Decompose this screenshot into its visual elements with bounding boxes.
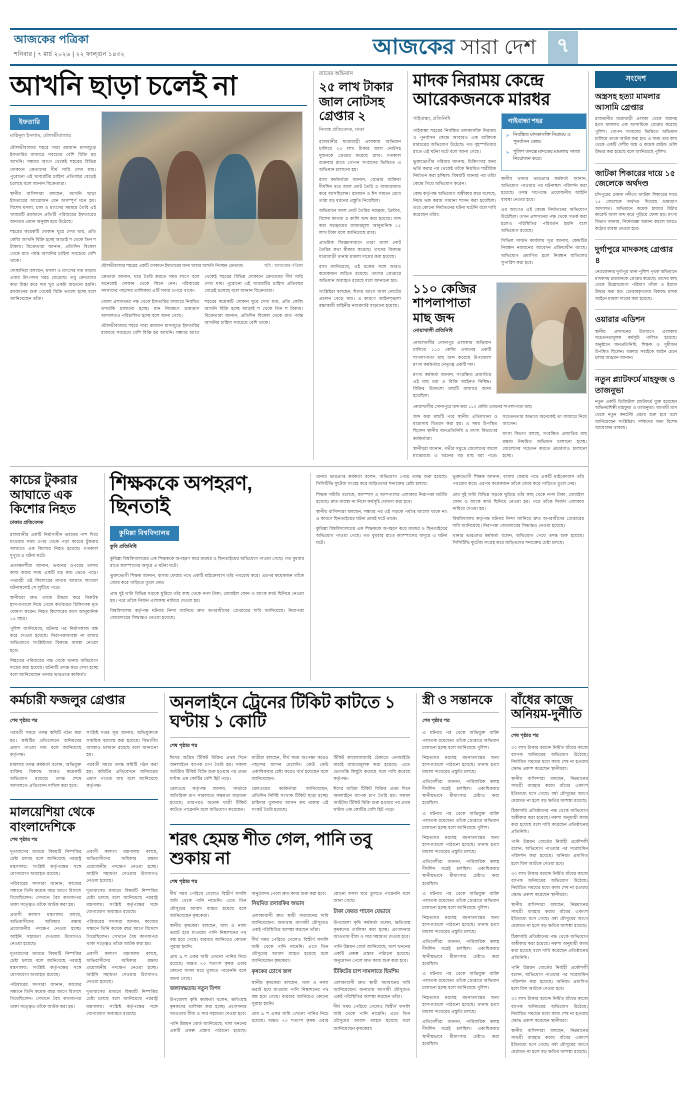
sidebar-item-body: রাজধানীর যাত্রাবাড়ী এলাকা থেকে অস্ত্রসহ হত্যা মামলার এক আসামিকে গ্রেপ্তার করেছে পুলিশ। গোপন সংবাদের ভিত্তিতে অভিযান চালিয়ে তাকে আটক করা হয়। এ সময় তার কাছ থেকে একটি দেশীয় অস্ত্র ও কয়েক রাউন্ড গুলি উদ্ধার করা হয়েছে বলে জানিয়েছে পুলিশ।	[595, 115, 677, 155]
paragraph: সিভিল সার্জন কার্যালয় সূত্র জানায়, কেন্দ্রটির নিবন্ধন নবায়নের আবেদন প্রক্রিয়াধীন আছে। অভিযোগ প্রমাণিত হলে নিবন্ধন বাতিলের সুপারিশ করা হবে।	[501, 238, 587, 265]
divider	[170, 873, 410, 874]
photo-figures	[497, 283, 586, 393]
paragraph: প্রবাসী কল্যাণ মন্ত্রণালয় বলছে, অভিবাসীদের অধিকার রক্ষায় প্রয়োজনীয় পদক্ষেপ নেওয়া হচ্ছে। আইনি সহায়তা দেওয়ার উদ্যোগও নেওয়া হয়েছে।	[86, 950, 158, 985]
water-subhead-2: নিয়মিত তদারকির অভাব	[251, 901, 305, 908]
caption-text: মৌলভীবাজার শহরের একটি দোকানে ইফতারের জন্য খাবার আখনি নিচ্ছেন ক্রেতারা।	[101, 263, 244, 269]
divider	[595, 239, 677, 240]
paragraph: শিক্ষক সমিতি বলেছে, ক্যাম্পাস ও আশপাশের এলাকায় নিরাপত্তা ঘাটতি রয়েছে। দ্রুত ব্যবস্থা না নিলে কর্মসূচি ঘোষণা করা হবে।	[316, 491, 448, 504]
paragraph: দীর্ঘ সময় পেরিয়ে গেলেও বিস্তীর্ণ ফসলি জমি থেকে পানি নামেনি। এতে তিন মৌসুমের আবাদ ব্যাহত হয়েছে বলে জানিয়েছেন কৃষকেরা।	[169, 891, 247, 918]
paragraph: নিহতদের মরদেহ ময়নাতদন্তের জন্য হাসপাতালে পাঠানো হয়েছে। থানায় হত্যা মামলা দায়েরের প্রস্তুতি চলছে।	[422, 914, 500, 935]
bottom-body-3	[422, 729, 499, 1046]
paragraph: শহরের কয়েকটি দোকান ঘুরে দেখা যায়, প্রতি কেজি আখনি বিক্রি হচ্ছে আড়াই শ থেকে তিন শ টাকায়। বিক্রেতারা জানান, প্রতিদিন বিকেল থেকে রাত পর্যন্ত আখনির চাহিদা সবচেয়ে বেশি থাকে।	[204, 298, 303, 325]
paragraph: পানি উন্নয়ন বোর্ডের নির্বাহী প্রকৌশলী বলেন, অভিযোগ পাওয়ার পর সরেজমিন পরিদর্শন করা হয়েছে। অনিয়ম প্রমাণিত হলে বিল আটকে দেওয়া হবে।	[511, 965, 588, 992]
paragraph: নিহতদের মরদেহ ময়নাতদন্তের জন্য হাসপাতালে পাঠানো হয়েছে। থানায় হত্যা মামলা দায়েরের প্রস্তুতি চলছে।	[422, 834, 500, 855]
paragraph: থানার ভারপ্রাপ্ত কর্মকর্তা বলেন, অভিযোগ পেয়ে তদন্ত শুরু হয়েছে। সিসিটিভি ফুটেজ সংগ্রহ করে জড়িতদের শনাক্তের চেষ্টা চলছে।	[452, 533, 584, 546]
bottom-headline-3: স্ত্রী ও সন্তানকে	[422, 692, 493, 707]
water-subhead-3: কৃষকের চোখে জল	[251, 968, 292, 975]
sidebar-item-1[interactable]	[595, 169, 677, 233]
paragraph: ঈদের অগ্রিম টিকিট বিক্রির প্রথম দিনে অনলাইনে ব্যাপক চাপ তৈরি হয়। সকাল আটটায় টিকিট বিক্রি শুরু হওয়ার পর প্রথম ঘণ্টায় এক কোটির বেশি হিট পড়ে।	[169, 754, 247, 782]
lead-byline	[10, 133, 96, 141]
paragraph: স্থানীয় কৃষকেরা বলছেন, খাল ও নালা ভরাট হয়ে যাওয়ায় পানি নিষ্কাশনের পথ বন্ধ হয়ে গেছে। বারবার জানিয়েও কোনো সুরাহা হয়নি।	[251, 979, 329, 1007]
paragraph: নিহতদের মরদেহ ময়নাতদন্তের জন্য হাসপাতালে পাঠানো হয়েছে। থানায় হত্যা মামলা দায়েরের প্রস্তুতি চলছে।	[422, 995, 500, 1015]
paragraph: প্রবাসী কল্যাণ মন্ত্রণালয় বলছে, অভিবাসীদের অধিকার রক্ষায় প্রয়োজনীয় পদক্ষেপ নেওয়া হচ্ছে। আইনি সহায়তা দেওয়ার উদ্যোগও নেওয়া হয়েছে।	[86, 849, 158, 883]
paragraph: উপজেলা কৃষি কর্মকর্তা বলেন, ক্ষতিগ্রস্ত কৃষকদের তালিকা করা হচ্ছে। প্রণোদনার আওতায় বীজ ও সার সহায়তা দেওয়া হবে।	[333, 919, 411, 940]
water-byline: শেষ পৃষ্ঠার পর	[169, 879, 198, 886]
paragraph: ঈদের অগ্রিম টিকিট বিক্রির প্রথম দিনে অনলাইনে ব্যাপক চাপ তৈরি হয়। সকাল আটটায় টিকিট বিক্রি শুরু হওয়ার পর প্রথম ঘণ্টায় এক কোটির বেশি হিট পড়ে।	[333, 786, 411, 813]
paragraph: মৎস্য বিভাগ বলছে, সংরক্ষিত প্রজাতির মাছ রক্ষায় নিয়মিত অভিযান চালানো হচ্ছে। জেলেদের সচেতন করতে প্রচারণাও চালানো হচ্ছে।	[502, 431, 587, 458]
fish-body-left	[413, 339, 491, 399]
paragraph: এর আগেও এই কেন্দ্রে নির্যাতনের অভিযোগ উঠেছিল। তখন প্রশাসনের পক্ষ থেকে সতর্ক করা হলেও পরিস্থিতির পরিবর্তন হয়নি বলে অভিযোগ রয়েছে।	[501, 206, 587, 234]
paragraph: রাজধানীর যাত্রাবাড়ী এলাকায় অভিযান চালিয়ে ২৫ লাখ টাকার জাল নোটসহ দুজনকে গ্রেপ্তার করেছে র‍্যাব। গতকাল শুক্রবার রাতে গোপন সংবাদের ভিত্তিতে এ অভিযান চালানো হয়।	[319, 138, 401, 172]
rehab-body-left	[413, 127, 496, 218]
fake-note-byline	[319, 127, 401, 135]
water-subhead-5: টিকিটের চাপ সামলাতে হিমশিম	[333, 968, 399, 975]
paragraph: ভুক্তভোগী শিক্ষক জানান, বাসায় ফেরার পথে একটি মাইক্রোবাস তাঁর পথরোধ করে। এরপর কয়েকজন তাঁকে জোর করে গাড়িতে তুলে নেয়।	[452, 474, 584, 487]
paragraph: স্থানীয় কৃষকেরা বলছেন, খাল ও নালা ভরাট হয়ে যাওয়ায় পানি নিষ্কাশনের পথ বন্ধ হয়ে গেছে। বারবার জানিয়েও কোনো সুরাহা হয়নি।	[169, 922, 247, 950]
paragraph: থানার ভারপ্রাপ্ত কর্মকর্তা বলেন, অভিযোগ পেয়ে তদন্ত শুরু হয়েছে। সিসিটিভি ফুটেজ সংগ্রহ করে জড়িতদের শনাক্তের চেষ্টা চলছে।	[316, 474, 448, 487]
lead-byline-location: মৌলভীবাজার	[43, 133, 72, 140]
paragraph: এলাকাবাসী দ্রুত স্থায়ী সমাধানের দাবি জানিয়েছেন। অন্যথায় আগামী মৌসুমেও একই পরিস্থিতির আশঙ্কা করছেন তাঁরা।	[333, 979, 411, 1000]
teacher-badge: কুমিল্লা বিশ্ববিদ্যালয়	[110, 526, 179, 541]
divider	[170, 737, 410, 738]
paragraph: ভুক্তভোগীর পরিবার জানায়, চিকিৎসার জন্য ভর্তি করার পর থেকেই তাঁকে নিয়মিত শারীরিক নির্যাতন করা হচ্ছিল। বিষয়টি জানার পর তাঁরা কেন্দ্রে গিয়ে অভিযোগ করেন।	[413, 159, 497, 186]
paragraph: ৩০ লাখ টাকার বরাদ্দে নির্মিত বাঁধের কাজে ব্যাপক অনিয়মের অভিযোগ উঠেছে। নির্ধারিত সময়ের মধ্যে কাজ শেষ না হওয়ায় ক্ষোভ প্রকাশ করেছেন স্থানীয়রা।	[511, 744, 588, 772]
paragraph: বিশ্ববিদ্যালয় কর্তৃপক্ষ ঘটনার নিন্দা জানিয়ে দ্রুত অপরাধীদের গ্রেপ্তারের দাবি জানিয়েছে। নিরাপত্তা জোরদারের সিদ্ধান্তও নেওয়া হয়েছে।	[110, 607, 304, 620]
bottom-byline-2: শেষ পৃষ্ঠার পর	[169, 742, 198, 749]
paragraph: নিহতের পরিবারের পক্ষ থেকে থানায় অভিযোগ দায়ের করা হয়েছে। ঘটনাটি তদন্ত করে দেখা হচ্ছে বলে জানিয়েছেন থানার ভারপ্রাপ্ত কর্মকর্তা।	[10, 657, 98, 677]
paragraph: রেলওয়ের কর্মকর্তারা জানিয়েছেন, প্রতিদিন নির্দিষ্ট সংখ্যক টিকিট ছাড়া হচ্ছে। চাহিদার তুলনায় আসন কম থাকায় এই সংকট তৈরি হয়েছে।	[251, 786, 329, 813]
paragraph: বিশ্ববিদ্যালয় কর্তৃপক্ষ ঘটনার নিন্দা জানিয়ে দ্রুত অপরাধীদের গ্রেপ্তারের দাবি জানিয়েছে। নিরাপত্তা জোরদারের সিদ্ধান্তও নেওয়া হয়েছে।	[452, 515, 584, 529]
lead-headline: আখনি ছাড়া চলেই না	[10, 71, 307, 106]
paragraph: ৩০ লাখ টাকার বরাদ্দে নির্মিত বাঁধের কাজে ব্যাপক অনিয়মের অভিযোগ উঠেছে। নির্ধারিত সময়ের মধ্যে কাজ শেষ না হওয়ায় ক্ষোভ প্রকাশ করেছেন স্থানীয়রা।	[511, 996, 588, 1023]
paragraph: পানি উন্নয়ন বোর্ড জানিয়েছে, খাল খননের একটি প্রকল্প প্রস্তাব পাঠানো হয়েছে। অনুমোদন পেলে দ্রুত কাজ শুরু করা হবে।	[169, 891, 327, 1034]
paragraph: স্থানীয় থানার ভারপ্রাপ্ত কর্মকর্তা জানান, অভিযোগ পাওয়ার পর ঘটনাস্থল পরিদর্শন করা হয়েছে। তদন্ত সাপেক্ষে প্রয়োজনীয় আইনি ব্যবস্থা নেওয়া হবে।	[501, 175, 587, 202]
bottom-col-1	[10, 693, 158, 1058]
sidebar-item-4[interactable]	[595, 375, 677, 432]
byline-location: প্রতিনিধি	[432, 115, 451, 122]
paragraph: এলাকাবাসী দ্রুত স্থায়ী সমাধানের দাবি জানিয়েছেন। অন্যথায় আগামী মৌসুমেও একই পরিস্থিতির আশঙ্কা করছেন তাঁরা।	[251, 912, 329, 933]
glass-body	[10, 531, 98, 678]
paragraph: দূতাবাসের মাধ্যমে বিষয়টি নিষ্পত্তির চেষ্টা চলছে বলে জানিয়েছে পররাষ্ট্র মন্ত্রণালয়। সংশ্লিষ্ট কর্তৃপক্ষের সঙ্গে যোগাযোগ অব্যাহত রয়েছে।	[10, 849, 82, 876]
paragraph: র‍্যাব জানিয়েছে, এই চক্রের সঙ্গে আরও কয়েকজন জড়িত রয়েছে। তাদের গ্রেপ্তারে অভিযান অব্যাহত রয়েছে বলে জানানো হয়।	[319, 264, 401, 284]
divider	[595, 163, 677, 164]
sidebar-item-title: জাটকা শিকারের দায়ে ১৫ জেলেকে অর্থদণ্ড	[595, 168, 676, 189]
lead-badge: ইফতারি	[10, 115, 49, 130]
rehab-story	[407, 71, 587, 460]
fish-photo	[496, 282, 587, 394]
paragraph: মামলার তদন্ত কর্মকর্তা বলেন, অভিযুক্ত ব্যক্তির বিরুদ্ধে আরও কয়েকটি অভিযোগ রয়েছে। তদন্ত শেষে আদালতে প্রতিবেদন দাখিল করা হবে।	[10, 761, 82, 789]
malaysia-body	[10, 848, 158, 1016]
paragraph: পরবর্তী সময়ে তদন্ত কমিটি গঠন করা হয়। কমিটির প্রতিবেদনে অনিয়মের প্রমাণ পাওয়া যায় বলে জানিয়েছে কর্তৃপক্ষ।	[10, 730, 82, 757]
fake-note-kicker: র‍্যাবের অভিযান	[319, 71, 353, 77]
bottom-headline-2: অনলাইনে ট্রেনের টিকিট কাটতে ১ ঘণ্টায় ১ কোটি	[169, 692, 396, 732]
paragraph: এ ঘটনার পর থেকে অভিযুক্ত ব্যক্তি পলাতক রয়েছেন। তাঁকে গ্রেপ্তারে অভিযান চালানো হচ্ছে বলে জানিয়েছে পুলিশ।	[422, 730, 500, 750]
main-content	[10, 71, 588, 1058]
publication-date: শনিবার | ৭ মার্চ ২০২৬ | ২২ ফাল্গুন ১৪৩২	[14, 50, 125, 58]
paragraph: পরিবারের সদস্যরা জানান, কাজের সন্ধানে তিনি কয়েক বছর আগে বিদেশে গিয়েছিলেন। সেখানে বৈধ কাগজপত্র থাকা সত্ত্বেও তাঁকে আটক করা হয়।	[86, 919, 158, 946]
lead-text-column	[10, 111, 96, 336]
paragraph: প্রতিবেশীরা জানান, পারিবারিক কলহ দীর্ঘদিন ধরেই চলছিল। একাধিকবার স্থানীয়ভাবে মীমাংসার চেষ্টাও করা হয়েছিল।	[422, 939, 500, 966]
sidebar-item-title: দুর্গাপুরে মাদকসহ গ্রেপ্তার ৪	[595, 245, 673, 265]
paragraph: স্থানীয় বাসিন্দারা বলছেন, নিম্নমানের সামগ্রী ব্যবহার করায় বাঁধের একাংশ ইতিমধ্যে ধসে গেছে। বর্ষা মৌসুমের আগে মেরামত না হলে বড় ক্ষতির আশঙ্কা রয়েছে।	[511, 776, 588, 803]
paragraph: এ ঘটনার পর থেকে অভিযুক্ত ব্যক্তি পলাতক রয়েছেন। তাঁকে গ্রেপ্তারে অভিযান চালানো হচ্ছে বলে জানিয়েছে পুলিশ।	[422, 970, 500, 990]
paragraph: সংশ্লিষ্ট দপ্তর সূত্র জানায়, অভিযুক্তকে সাময়িক বরখাস্ত করা হয়েছে। বিভাগীয় ব্যবস্থাও চলমান রয়েছে বলে জানানো হয়।	[86, 730, 158, 757]
paragraph: জেলা প্রশাসনের পক্ষ থেকে ইফতারির বাজারে নিয়মিত তদারকি চালানো হচ্ছে। মান নিয়ন্ত্রণে ভ্রাম্যমাণ আদালতও পরিচালিত হচ্ছে বলে জানা গেছে।	[101, 298, 200, 318]
paragraph: সংশ্লিষ্টরা বলছেন, ঈদের আগে জাল নোটের প্রচলন বেড়ে যায়। এ কারণে আইনশৃঙ্খলা রক্ষাকারী বাহিনীর নজরদারি বাড়ানো হয়েছে।	[319, 288, 401, 308]
paragraph: মৌলভীবাজার শহরে সারা রমজান মাসজুড়ে ইফতারির বাজারে সবচেয়ে বেশি বিক্রি হয় আখনি। সন্ধ্যার আগে থেকেই শহরের বিভিন্ন দোকানে ক্রেতাদের দীর্ঘ সারি দেখা যায়। পুরোনো এই খাবারটির চাহিদা প্রতিবছর বেড়েই চলেছে বলে জানান বিক্রেতারা।	[10, 145, 96, 186]
teacher-headline: শিক্ষককে অপহরণ, ছিনতাই	[110, 473, 253, 518]
bottom-body-4	[511, 744, 588, 1055]
divider	[413, 275, 587, 276]
paragraph: পানি উন্নয়ন বোর্ডের নির্বাহী প্রকৌশলী বলেন, অভিযোগ পাওয়ার পর সরেজমিন পরিদর্শন করা হয়েছে। অনিয়ম প্রমাণিত হলে বিল আটকে দেওয়া হবে।	[511, 839, 588, 866]
paragraph: পরবর্তী সময়ে তদন্ত কমিটি গঠন করা হয়। কমিটির প্রতিবেদনে অনিয়মের প্রমাণ পাওয়া যায় বলে জানিয়েছে কর্তৃপক্ষ।	[86, 761, 158, 789]
section-title-primary: আজকের	[372, 34, 455, 59]
fish-body-rest	[413, 413, 587, 460]
masthead-section-title	[373, 30, 578, 64]
paragraph: প্রায় দুই ঘণ্টা বিভিন্ন সড়কে ঘুরিয়ে তাঁর কাছ থেকে নগদ টাকা, মোবাইল ফোন ও ব্যাংক কার্ড ছিনিয়ে নেওয়া হয়। পরে তাঁকে নির্জন এলাকায় নামিয়ে দেওয়া হয়।	[452, 491, 584, 511]
sidebar-item-body: নতুন একটি ডিজিটাল প্ল্যাটফর্মে যুক্ত হয়েছেন অভিনয়শিল্পী মাহফুজ ও তাজনুভা। আগামী মাস থেকে নতুন কনটেন্ট প্রচার শুরু হবে বলে জানিয়েছেন সংশ্লিষ্টরা। দর্শকদের জন্য বিশেষ আয়োজন থাকছে।	[595, 398, 677, 431]
sidebar-item-body: স্থানীয় প্রশাসনের উদ্যোগে এলাকায় সচেতনতামূলক কর্মসূচি পালিত হয়েছে। অনুষ্ঠানে জনপ্রতিনিধি, শিক্ষক ও সুধীজন উপস্থিত ছিলেন। বক্তারা সবাইকে আইন মেনে চলার আহ্বান জানান।	[595, 328, 677, 361]
sidebar	[588, 71, 677, 1058]
paragraph: স্থানীয়রা দ্রুত তাকে উদ্ধার করে নিকটস্থ হাসপাতালে নিয়ে গেলে কর্তব্যরত চিকিৎসক মৃত ঘোষণা করেন। নিহত কিশোরের বয়স আনুমানিক ১৫ বছর।	[10, 594, 98, 622]
glass-byline: ঢাকার প্রতিবেদক	[10, 519, 44, 526]
paragraph: স্থানীয়রা জানান, গভীর সমুদ্রে জেলেদের জালে মাঝেমধ্যে এ ধরনের বড় মাছ ধরা পড়ে। সচেতনতার অভাবে অনেকেই তা বাজারে নিয়ে আসেন।	[413, 414, 587, 458]
divider	[10, 712, 158, 713]
paragraph: উপজেলা কৃষি কর্মকর্তা বলেন, ক্ষতিগ্রস্ত কৃষকদের তালিকা করা হচ্ছে। প্রণোদনার আওতায় বীজ ও সার সহায়তা দেওয়া হবে।	[169, 997, 247, 1017]
fish-headline: ১১০ কেজির শাপলাপাতা মাছ জব্দ	[413, 281, 477, 325]
divider	[595, 369, 677, 370]
fish-byline: নোয়াখালী প্রতিনিধি	[413, 328, 453, 335]
paragraph: গাইবান্ধা শহরের নিবন্ধিত মাদকাসক্তি নিরাময় ও পুনর্বাসন কেন্দ্রে আবারও এক ব্যক্তিকে মারধরের অভিযোগ উঠেছে। গত বৃহস্পতিবার রাতে এই ঘটনা ঘটে বলে জানা গেছে।	[413, 127, 497, 155]
paragraph: পানি উন্নয়ন বোর্ড জানিয়েছে, খাল খননের একটি প্রকল্প প্রস্তাব পাঠানো হয়েছে। অনুমোদন পেলে দ্রুত কাজ শুরু করা হবে।	[333, 944, 411, 964]
paragraph: মৎস্য কর্মকর্তা জানান, সংরক্ষিত প্রজাতির এই মাছ ধরা ও বিক্রি আইনত নিষিদ্ধ। বিক্রির উদ্দেশ্যে মাছটি বাজারে আনা হয়েছিল।	[413, 371, 492, 399]
paragraph: ক্রেতারা জানান, ঘরে তৈরি করতে সময় লাগে বলে অনেকেই দোকান থেকে কিনে নেন। পরিবারের সদস্যদের পছন্দের তালিকায় এটি সবার ওপরে থাকে।	[101, 274, 200, 294]
bullet-item: » নিবন্ধিত মাদকাসক্তি নিরাময় ও পুনর্বাসন কেন্দ্র।	[506, 132, 582, 146]
paragraph: পরিবারের সদস্যরা জানান, কাজের সন্ধানে তিনি কয়েক বছর আগে বিদেশে গিয়েছিলেন। সেখানে বৈধ কাগজপত্র থাকা সত্ত্বেও তাঁকে আটক করা হয়।	[10, 982, 82, 1009]
paragraph: রেলওয়ে কর্তৃপক্ষ জানায়, সার্ভারে অতিরিক্ত চাপ সামলাতে সক্ষমতা বাড়ানো হয়েছে। তারপরও অনেক যাত্রী টিকিট কাটতে পারেননি বলে অভিযোগ করেছেন।	[169, 786, 247, 813]
sidebar-item-0[interactable]	[595, 92, 677, 156]
middle-section	[10, 473, 588, 681]
divider	[170, 824, 410, 825]
bottom-headline-4: বাঁধের কাজে অনিয়ম-দুর্নীতি	[511, 692, 583, 722]
paragraph: প্রতিবেশীরা জানান, পারিবারিক কলহ দীর্ঘদিন ধরেই চলছিল। একাধিকবার স্থানীয়ভাবে মীমাংসার চেষ্টাও করা হয়েছিল।	[422, 1019, 500, 1046]
caption-text: নোয়াখালীর সোনাপুরে জব্দ করা ১১০ কেজি ওজনের শাপলাপাতা মাছ।	[413, 404, 533, 410]
divider	[595, 309, 677, 310]
fish-story	[413, 282, 587, 461]
paragraph: দোকানিরা বলছেন, মসলা ও মাংসের দাম বাড়ায় এবার উৎপাদন খরচ বেড়েছে। তবু ক্রেতাদের কথা চিন্তা করে দাম খুব একটা বাড়ানো হয়নি। রমজানের শুরু থেকেই বিক্রি ভালো হচ্ছে বলে জানিয়েছেন তাঁরা।	[10, 267, 96, 302]
lead-photo	[101, 111, 303, 261]
glass-headline: কাচের টুকরার আঘাতে এক কিশোর নিহত	[10, 473, 78, 517]
water-headline: শরৎ হেমন্ত শীত গেল, পানি তবু শুকায় না	[169, 829, 372, 868]
paragraph: প্রতিবেশীরা জানান, পারিবারিক কলহ দীর্ঘদিন ধরেই চলছিল। একাধিকবার স্থানীয়ভাবে মীমাংসার চেষ্টাও করা হয়েছিল।	[422, 859, 500, 886]
rehab-byline	[413, 116, 496, 124]
paragraph: স্থানীয় বাসিন্দারা বলছেন, নিম্নমানের সামগ্রী ব্যবহার করায় বাঁধের একাংশ ইতিমধ্যে ধসে গেছে। বর্ষা মৌসুমের আগে মেরামত না হলে বড় ক্ষতির আশঙ্কা রয়েছে।	[511, 1027, 588, 1055]
water-body	[170, 890, 410, 1034]
paragraph: র‍্যাব কর্মকর্তারা জানান, গ্রেপ্তার ব্যক্তিরা দীর্ঘদিন ধরে জাল নোট তৈরি ও বাজারজাত করে আসছিলেন। রমজান ও ঈদ সামনে রেখে তারা বড় ধরনের প্রস্তুতি নিয়েছিল।	[319, 177, 401, 204]
paragraph: টিকিট কালোবাজারি ঠেকাতে এনআইডি যাচাই বাধ্যতামূলক করা হয়েছে। এতে ভোগান্তি কিছুটা কমেছে বলে দাবি করেছে কর্তৃপক্ষ।	[333, 754, 411, 782]
paragraph: নোয়াখালীর সোনাপুর এলাকায় অভিযান চালিয়ে ১১০ কেজি ওজনের একটি শাপলাপাতা মাছ জব্দ করেছে উপজেলা মৎস্য কর্মকর্তার নেতৃত্বে একটি দল।	[413, 340, 492, 367]
paragraph: প্রতিবেশীরা জানান, পারিবারিক কলহ দীর্ঘদিন ধরেই চলছিল। একাধিকবার স্থানীয়ভাবে মীমাংসার চেষ্টাও করা হয়েছিল।	[422, 779, 500, 806]
divider	[10, 466, 588, 467]
photo-figures	[102, 112, 302, 260]
bottom-headline-1: কর্মচারী ফজলুর গ্রেপ্তার	[10, 692, 126, 707]
bottom-col-3	[416, 693, 499, 1058]
paragraph: প্রাথমিক জিজ্ঞাসাবাদে তারা জাল নোট তৈরির কথা স্বীকার করেছে। তাদের বিরুদ্ধে যাত্রাবাড়ী থানায় মামলা দায়ের করা হয়েছে।	[319, 239, 401, 260]
paragraph: মৌলভীবাজার শহরে সারা রমজান মাসজুড়ে ইফতারির বাজারে সবচেয়ে বেশি বিক্রি হয় আখনি। সন্ধ্যার আগে থেকেই শহরের বিভিন্ন দোকানে ক্রেতাদের দীর্ঘ সারি দেখা যায়। পুরোনো এই খাবারটির চাহিদা প্রতিবছর বেড়েই চলেছে বলে জানান বিক্রেতারা।	[101, 274, 303, 336]
sidebar-item-title: ওয়ারার এডিশন	[595, 315, 646, 325]
paragraph: দীর্ঘ সময় পেরিয়ে গেলেও বিস্তীর্ণ ফসলি জমি থেকে পানি নামেনি। এতে তিন মৌসুমের আবাদ ব্যাহত হয়েছে বলে জানিয়েছেন কৃষকেরা।	[333, 1004, 411, 1031]
rehab-bullet-list	[506, 132, 582, 164]
sidebar-item-3[interactable]	[595, 315, 677, 361]
sidebar-item-body: নেত্রকোনার দুর্গাপুর থানা-পুলিশ পৃথক অভিযানে মাদকসহ চারজনকে গ্রেপ্তার করেছে। তাদের কাছ থেকে উল্লেখযোগ্য পরিমাণ গাঁজা ও ইয়াবা উদ্ধার করা হয়। গ্রেপ্তারকৃতদের বিরুদ্ধে মাদক আইনে মামলা দায়ের করা হয়েছে।	[595, 269, 677, 301]
water-subhead-1: জলাবদ্ধতায় নতুন বিপদ	[169, 985, 221, 992]
paragraph: কুমিল্লা বিশ্ববিদ্যালয়ের এক শিক্ষককে অপহরণ করে মারধর ও ছিনতাইয়ের অভিযোগ পাওয়া গেছে। গত বুধবার রাতে ক্যাম্পাসের অদূরে এ ঘটনা ঘটে।	[110, 556, 304, 569]
paragraph: প্রত্যক্ষদর্শীরা জানান, ভবনের ওপরের তলায় কাজ করার সময় একটি বড় কাচ ভেঙে পড়ে। পথচারী ওই কিশোরের মাথায় আঘাত লাগলে ঘটনাস্থলেই সে লুটিয়ে পড়ে।	[10, 563, 98, 590]
page-number: ৭	[548, 31, 578, 64]
malaysia-byline: শেষ পৃষ্ঠার পর	[10, 837, 38, 844]
paragraph: ঠিকাদারি প্রতিষ্ঠানের পক্ষ থেকে অভিযোগ অস্বীকার করা হয়েছে। নকশা অনুযায়ী কাজ করা হয়েছে বলে দাবি করেছেন প্রতিষ্ঠানের প্রতিনিধি।	[511, 807, 588, 835]
lead-photo-column	[101, 111, 303, 336]
sidebar-item-2[interactable]	[595, 245, 677, 302]
section-title-secondary: সারা দেশ	[460, 35, 536, 59]
malaysia-headline: মালয়েশিয়া থেকে বাংলাদেশিকে	[10, 805, 95, 834]
byline-location: ঢাকা	[354, 126, 365, 133]
glass-story	[10, 473, 98, 681]
paragraph: এ ঘটনার পর থেকে অভিযুক্ত ব্যক্তি পলাতক রয়েছেন। তাঁকে গ্রেপ্তারে অভিযান চালানো হচ্ছে বলে জানিয়েছে পুলিশ।	[422, 810, 500, 830]
fish-photo-caption	[413, 404, 587, 410]
paragraph: অভিযানে জাল নোট তৈরির সরঞ্জাম, প্রিন্টার, বিশেষ কাগজ ও কালি জব্দ করা হয়েছে। জব্দ করা সরঞ্জামের বাজারমূল্য আনুমানিক ১২ লাখ টাকা বলে জানিয়েছে র‍্যাব।	[319, 208, 401, 235]
teacher-byline: কুবি প্রতিনিধি	[110, 544, 137, 551]
paragraph: স্থানীয় বাসিন্দারা বলছেন, আখনি ছাড়া ইফতারের আয়োজন যেন অসম্পূর্ণ মনে হয়। বিশেষ মসলা, চাল ও মাংসের সমন্বয়ে তৈরি এই খাবারটি রমজানে প্রতিটি পরিবারের ইফতারের অন্যতম প্রধান অনুষঙ্গ হয়ে উঠেছে।	[10, 190, 96, 225]
lead-byline-name: মাহিনুল ইসলাম,	[10, 133, 42, 140]
teacher-body-left	[110, 555, 304, 621]
paragraph: প্রবাসী কল্যাণ মন্ত্রণালয় বলছে, অভিবাসীদের অধিকার রক্ষায় প্রয়োজনীয় পদক্ষেপ নেওয়া হচ্ছে। আইনি সহায়তা দেওয়ার উদ্যোগও নেওয়া হয়েছে।	[10, 912, 82, 946]
lead-body-left	[10, 144, 96, 302]
page-body	[10, 71, 677, 1058]
bottom-byline-3: শেষ পৃষ্ঠার পর	[422, 718, 450, 725]
lead-story	[10, 71, 307, 460]
sidebar-header: সংদেশ	[595, 71, 677, 88]
paragraph: নিহতদের মরদেহ ময়নাতদন্তের জন্য হাসপাতালে পাঠানো হয়েছে। থানায় হত্যা মামলা দায়েরের প্রস্তুতি চলছে।	[422, 754, 500, 774]
bottom-section	[10, 687, 588, 1058]
paragraph: স্থানীয় বাসিন্দারা বলছেন, নিম্নমানের সামগ্রী ব্যবহার করায় বাঁধের একাংশ ইতিমধ্যে ধসে গেছে। বর্ষা মৌসুমের আগে মেরামত না হলে বড় ক্ষতির আশঙ্কা রয়েছে।	[511, 902, 588, 929]
top-section	[10, 71, 588, 460]
paragraph: প্রায় ৯ শ একর জমি এখনো পানির নিচে রয়েছে। অন্তত ৭০ শতাংশ কৃষক এবার কোনো ফসল ঘরে তুলতে পারেননি বলে জানা গেছে।	[169, 954, 247, 981]
divider	[10, 799, 158, 800]
brand-name: আজকের পত্রিকা	[14, 34, 90, 47]
paragraph: প্রায় ৯ শ একর জমি এখনো পানির নিচে রয়েছে। অন্তত ৭০ শতাংশ কৃষক এবার কোনো ফসল ঘরে তুলতে পারেননি বলে জানা গেছে।	[251, 891, 411, 1024]
paragraph: ঠিকাদারি প্রতিষ্ঠানের পক্ষ থেকে অভিযোগ অস্বীকার করা হয়েছে। নকশা অনুযায়ী কাজ করা হয়েছে বলে দাবি করেছেন প্রতিষ্ঠানের প্রতিনিধি।	[511, 933, 588, 960]
teacher-story-continued	[310, 473, 584, 681]
sidebar-item-body: চাঁদপুরের মেঘনা নদীতে জাটকা শিকারের দায়ে ১৫ জেলেকে অর্থদণ্ড দিয়েছে ভ্রাম্যমাণ আদালত। অভিযানে কয়েক হাজার মিটার কারেন্ট জাল জব্দ করে পুড়িয়ে ফেলা হয়। মৎস্য বিভাগ জানায়, নিষেধাজ্ঞা অমান্য করলে আরও কঠোর ব্যবস্থা নেওয়া হবে।	[595, 192, 677, 231]
rehab-badge: গাইবান্ধা শহর	[502, 114, 586, 129]
paragraph: প্রায় দুই ঘণ্টা বিভিন্ন সড়কে ঘুরিয়ে তাঁর কাছ থেকে নগদ টাকা, মোবাইল ফোন ও ব্যাংক কার্ড ছিনিয়ে নেওয়া হয়। পরে তাঁকে নির্জন এলাকায় নামিয়ে দেওয়া হয়।	[110, 590, 304, 603]
teacher-body-right	[316, 473, 584, 549]
sidebar-item-title: নতুন প্ল্যাটফর্মে মাহফুজ ও তাজনুভা	[595, 374, 676, 395]
paragraph: এ ঘটনার পর থেকে অভিযুক্ত ব্যক্তি পলাতক রয়েছেন। তাঁকে গ্রেপ্তারে অভিযান চালানো হচ্ছে বলে জানিয়েছে পুলিশ।	[422, 890, 500, 910]
masthead-brand-block	[10, 30, 125, 64]
masthead	[10, 28, 677, 66]
newspaper-page	[0, 28, 687, 1108]
paragraph: দূতাবাসের মাধ্যমে বিষয়টি নিষ্পত্তির চেষ্টা চলছে বলে জানিয়েছে পররাষ্ট্র মন্ত্রণালয়। সংশ্লিষ্ট কর্তৃপক্ষের সঙ্গে যোগাযোগ অব্যাহত রয়েছে।	[10, 950, 82, 978]
paragraph: রাজধানীর একটি নির্মাণাধীন ভবনের পাশ দিয়ে যাওয়ার সময় ওপর থেকে পড়া কাচের টুকরার আঘাতে এক কিশোর নিহত হয়েছে। গতকাল দুপুরে এ ঘটনা ঘটে।	[10, 531, 98, 559]
lead-body-under-photo	[101, 273, 303, 336]
lead-photo-caption	[101, 263, 303, 269]
paragraph: যাত্রীরা বলছেন, দীর্ঘ সময় অপেক্ষা করেও পছন্দের আসন মেলেনি। কেউ কেউ একাধিকবার চেষ্টা করেও ব্যর্থ হয়েছেন বলে জানিয়েছেন।	[251, 754, 329, 782]
rehab-body-right	[501, 175, 587, 266]
paragraph: ভুক্তভোগী শিক্ষক জানান, বাসায় ফেরার পথে একটি মাইক্রোবাস তাঁর পথরোধ করে। এরপর কয়েকজন তাঁকে জোর করে গাড়িতে তুলে নেয়।	[110, 573, 304, 586]
paragraph: দীর্ঘ সময় পেরিয়ে গেলেও বিস্তীর্ণ ফসলি জমি থেকে পানি নামেনি। এতে তিন মৌসুমের আবাদ ব্যাহত হয়েছে বলে জানিয়েছেন কৃষকেরা।	[251, 937, 329, 964]
paragraph: শহরের কয়েকটি দোকান ঘুরে দেখা যায়, প্রতি কেজি আখনি বিক্রি হচ্ছে আড়াই শ থেকে তিন শ টাকায়। বিক্রেতারা জানান, প্রতিদিন বিকেল থেকে রাত পর্যন্ত আখনির চাহিদা সবচেয়ে বেশি থাকে।	[10, 229, 96, 263]
bullet-item: » পুলিশ তদন্তে মাদকের মামলায় সাজা নিয়োজন করে।	[506, 149, 582, 163]
rehab-bullet-box	[501, 113, 587, 171]
byline-name: নিজস্ব প্রতিবেদক,	[319, 126, 354, 133]
divider	[511, 727, 588, 728]
paragraph: দূতাবাসের মাধ্যমে বিষয়টি নিষ্পত্তির চেষ্টা চলছে বলে জানিয়েছে পররাষ্ট্র মন্ত্রণালয়। সংশ্লিষ্ট কর্তৃপক্ষের সঙ্গে যোগাযোগ অব্যাহত রয়েছে।	[86, 989, 158, 1016]
paragraph: পুলিশ জানিয়েছে, ঘটনার পর নির্মাণকাজ বন্ধ করে দেওয়া হয়েছে। নিরাপত্তাব্যবস্থা না রাখার অভিযোগে সংশ্লিষ্টদের বিরুদ্ধে ব্যবস্থা নেওয়া হবে।	[10, 626, 98, 653]
fake-note-headline: ২৫ লাখ টাকার জাল নোটসহ গ্রেপ্তার ২	[319, 80, 394, 123]
bottom-body-1	[10, 729, 158, 792]
paragraph: দূতাবাসের মাধ্যমে বিষয়টি নিষ্পত্তির চেষ্টা চলছে বলে জানিয়েছে পররাষ্ট্র মন্ত্রণালয়। সংশ্লিষ্ট কর্তৃপক্ষের সঙ্গে যোগাযোগ অব্যাহত রয়েছে।	[86, 887, 158, 915]
paragraph: পরিবারের সদস্যরা জানান, কাজের সন্ধানে তিনি কয়েক বছর আগে বিদেশে গিয়েছিলেন। সেখানে বৈধ কাগজপত্র থাকা সত্ত্বেও তাঁকে আটক করা হয়।	[10, 880, 82, 908]
paragraph: কুমিল্লা বিশ্ববিদ্যালয়ের এক শিক্ষককে অপহরণ করে মারধর ও ছিনতাইয়ের অভিযোগ পাওয়া গেছে। গত বুধবার রাতে ক্যাম্পাসের অদূরে এ ঘটনা ঘটে।	[316, 526, 448, 546]
paragraph: জব্দ করা মাছটি পরে স্থানীয় এতিমখানা ও মাদ্রাসায় বিতরণ করা হয়। এ সময় উপস্থিত ছিলেন স্থানীয় জনপ্রতিনিধি ও মৎস্য বিভাগের কর্মকর্তারা।	[413, 414, 498, 441]
fake-note-body	[319, 138, 401, 309]
bottom-body-2	[170, 754, 410, 817]
masthead-spacer	[578, 30, 677, 64]
paragraph: স্থানীয় বাসিন্দারা বলছেন, সন্ধ্যার পর ওই সড়কে পর্যাপ্ত আলো থাকে না। এ কারণে ছিনতাইয়ের ঘটনা প্রায়ই ঘটে থাকে।	[316, 508, 448, 521]
sidebar-item-title: অস্ত্রসহ হত্যা মামলার আসামি গ্রেপ্তার	[595, 92, 661, 112]
paragraph: ৩০ লাখ টাকার বরাদ্দে নির্মিত বাঁধের কাজে ব্যাপক অনিয়মের অভিযোগ উঠেছে। নির্ধারিত সময়ের মধ্যে কাজ শেষ না হওয়ায় ক্ষোভ প্রকাশ করেছেন স্থানীয়রা।	[511, 870, 588, 898]
divider	[422, 712, 499, 713]
bottom-byline-1: শেষ পৃষ্ঠার পর	[10, 718, 38, 725]
bottom-byline-4: শেষ পৃষ্ঠার পর	[511, 732, 539, 739]
rehab-headline: মাদক নিরাময় কেন্দ্রে আরেকজনকে মারধর	[413, 71, 551, 110]
byline-name: গাইবান্ধা,	[413, 115, 432, 122]
paragraph: কেন্দ্র কর্তৃপক্ষ অভিযোগ অস্বীকার করে বলেছে, নিয়ম ভঙ্গ করায় সামান্য শাসন করা হয়েছিল। তবে কোনো নির্যাতনের ঘটনা ঘটেনি বলে দাবি করেছেন তাঁরা।	[413, 190, 497, 217]
teacher-story	[104, 473, 304, 681]
fake-note-story	[313, 71, 401, 460]
bottom-col-4	[505, 693, 588, 1058]
photo-credit: ছবি : আজকের পত্রিকা	[264, 263, 303, 269]
bottom-col-2	[164, 693, 410, 1058]
water-subhead-4: টাকা ফেরত পাবেন যেভাবে	[333, 908, 391, 915]
